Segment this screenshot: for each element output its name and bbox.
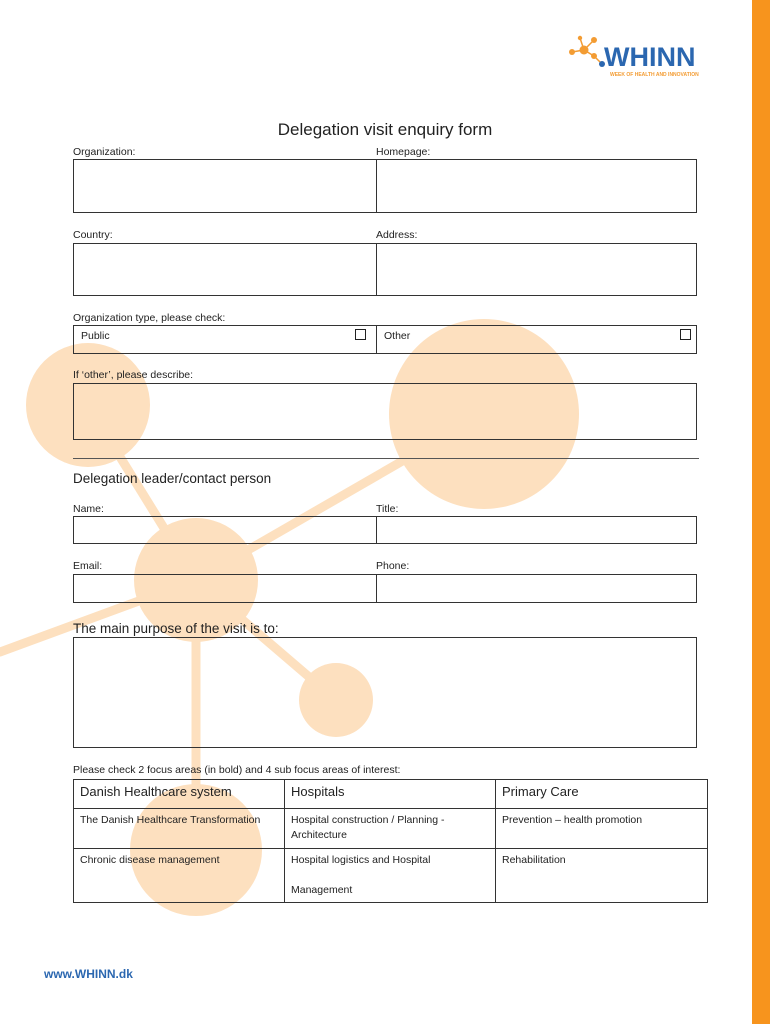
table-row (74, 849, 708, 903)
footer-website-link[interactable]: www.WHINN.dk (44, 967, 133, 981)
focus-cell[interactable]: Hospital construction / Planning - Architecture (285, 809, 496, 849)
section-divider (73, 458, 699, 459)
title-label: Title: (376, 503, 399, 515)
org-type-label: Organization type, please check: (73, 312, 226, 324)
email-label: Email: (73, 560, 103, 572)
focus-cell[interactable]: Chronic disease management (74, 849, 285, 903)
org-type-other-row (376, 325, 697, 354)
focus-cell[interactable]: The Danish Healthcare Transformation (74, 809, 285, 849)
other-describe-label: If ‘other’, please describe: (73, 369, 194, 381)
address-field[interactable] (376, 243, 697, 296)
other-describe-field[interactable] (73, 383, 697, 440)
whinn-logo (566, 34, 716, 82)
other-option-label: Other (384, 330, 411, 342)
phone-field[interactable] (376, 574, 697, 603)
focus-instruction: Please check 2 focus areas (in bold) and 4 sub focus areas of interest: (73, 764, 401, 776)
public-option-label: Public (81, 330, 110, 342)
right-accent-bar (752, 0, 770, 1024)
focus-areas-table (73, 779, 708, 903)
focus-header-danish-healthcare[interactable]: Danish Healthcare system (74, 780, 285, 809)
focus-cell[interactable]: Rehabilitation (496, 849, 708, 903)
contact-section-heading: Delegation leader/contact person (73, 471, 272, 486)
public-checkbox[interactable] (355, 329, 366, 340)
title-field[interactable] (376, 516, 697, 544)
organization-field[interactable] (73, 159, 377, 213)
email-field[interactable] (73, 574, 377, 603)
organization-label: Organization: (73, 146, 136, 158)
logo-wordmark: WHINN (604, 42, 696, 72)
focus-cell[interactable]: Hospital logistics and Hospital Management (285, 849, 496, 903)
name-field[interactable] (73, 516, 377, 544)
homepage-field[interactable] (376, 159, 697, 213)
name-label: Name: (73, 503, 104, 515)
org-type-public-row (73, 325, 377, 354)
country-label: Country: (73, 229, 113, 241)
country-field[interactable] (73, 243, 377, 296)
focus-cell[interactable]: Prevention – health promotion (496, 809, 708, 849)
other-checkbox[interactable] (680, 329, 691, 340)
form-title: Delegation visit enquiry form (277, 120, 493, 139)
focus-header-hospitals[interactable]: Hospitals (285, 780, 496, 809)
purpose-heading: The main purpose of the visit is to: (73, 621, 279, 636)
table-row (74, 809, 708, 849)
table-header-row (74, 780, 708, 809)
homepage-label: Homepage: (376, 146, 431, 158)
molecule-logo-icon (566, 34, 608, 74)
focus-header-primary-care[interactable]: Primary Care (496, 780, 708, 809)
phone-label: Phone: (376, 560, 410, 572)
address-label: Address: (376, 229, 418, 241)
logo-tagline: WEEK OF HEALTH AND INNOVATION (610, 72, 699, 78)
purpose-field[interactable] (73, 637, 697, 748)
